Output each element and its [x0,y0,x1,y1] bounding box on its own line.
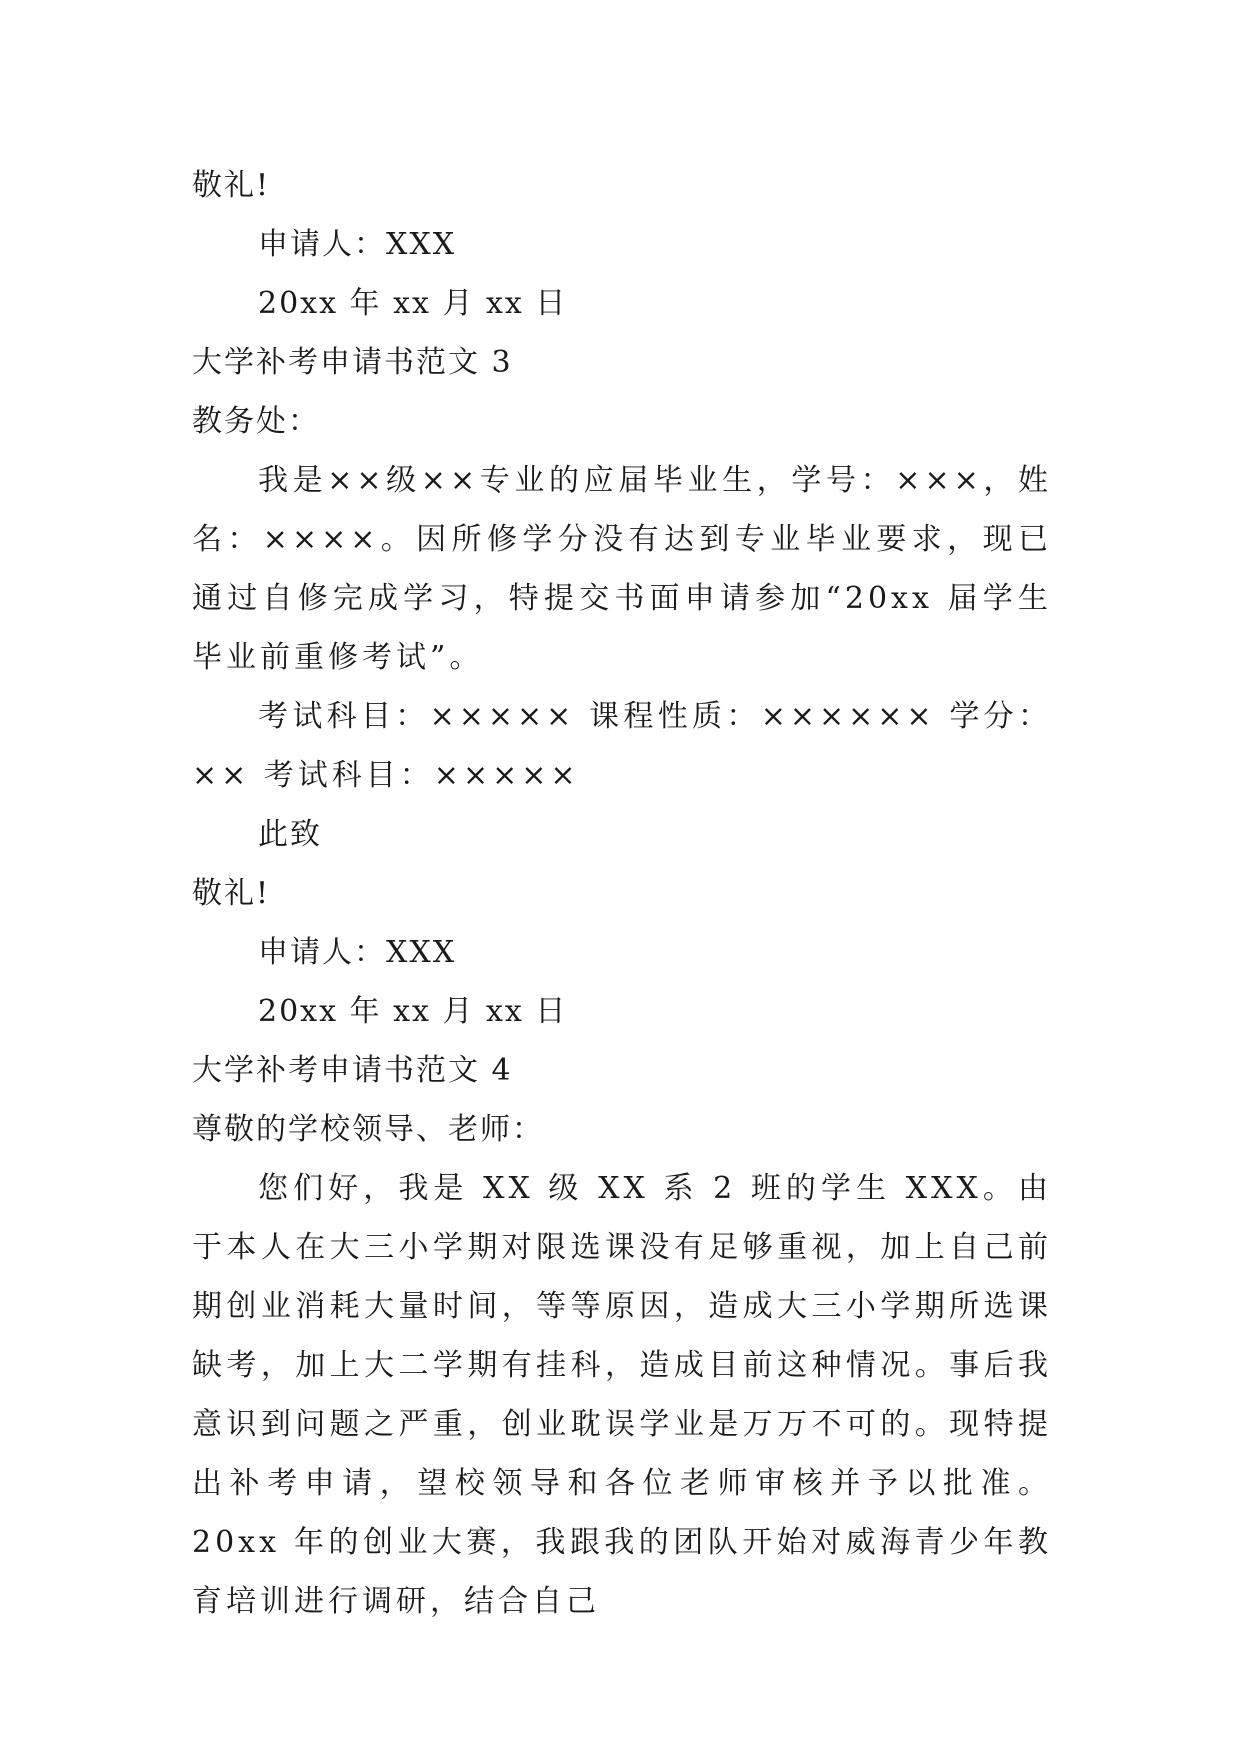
addressee: 教务处： [192,404,320,439]
section-title-4: 大学补考申请书范文 4 [192,1053,513,1088]
addressee: 尊敬的学校领导、老师： [192,1112,544,1147]
closing-salutation: 敬礼! [192,168,271,203]
application-date: 20xx 年 xx 月 xx 日 [258,994,568,1029]
exam-subjects-paragraph: 考试科目：××××× 课程性质：×××××× 学分：×× 考试科目：××××× [192,699,1052,793]
application-date: 20xx 年 xx 月 xx 日 [258,286,568,321]
document-page [192,156,1052,1631]
body-paragraph: 我是××级××专业的应届毕业生，学号：×××，姓名：××××。因所修学分没有达到专业毕业要求，现已通过自修完成学习，特提交书面申请参加“20xx 届学生毕业前重修考试”。 [192,463,1052,675]
closing-salutation: 敬礼! [192,876,271,911]
applicant-signature: 申请人：XXX [258,227,457,262]
section-title-3: 大学补考申请书范文 3 [192,345,513,380]
closing-phrase: 此致 [258,817,322,852]
body-paragraph: 您们好，我是 XX 级 XX 系 2 班的学生 XXX。由于本人在大三小学期对限选课没有足够重视，加上自己前期创业消耗大量时间，等等原因，造成大三小学期所选课缺考，加上大二学期有挂科，造成目前这种情况。事后我意识到问题之严重，创业耽误学业是万万不可的。现特提出补考申请，望校领导和各位老师审核并予以批准。 20xx 年的创业大赛，我跟我的团队开始对威海青少年教育培训进行调研，结合自己 [192,1171,1052,1619]
applicant-signature: 申请人：XXX [258,935,457,970]
